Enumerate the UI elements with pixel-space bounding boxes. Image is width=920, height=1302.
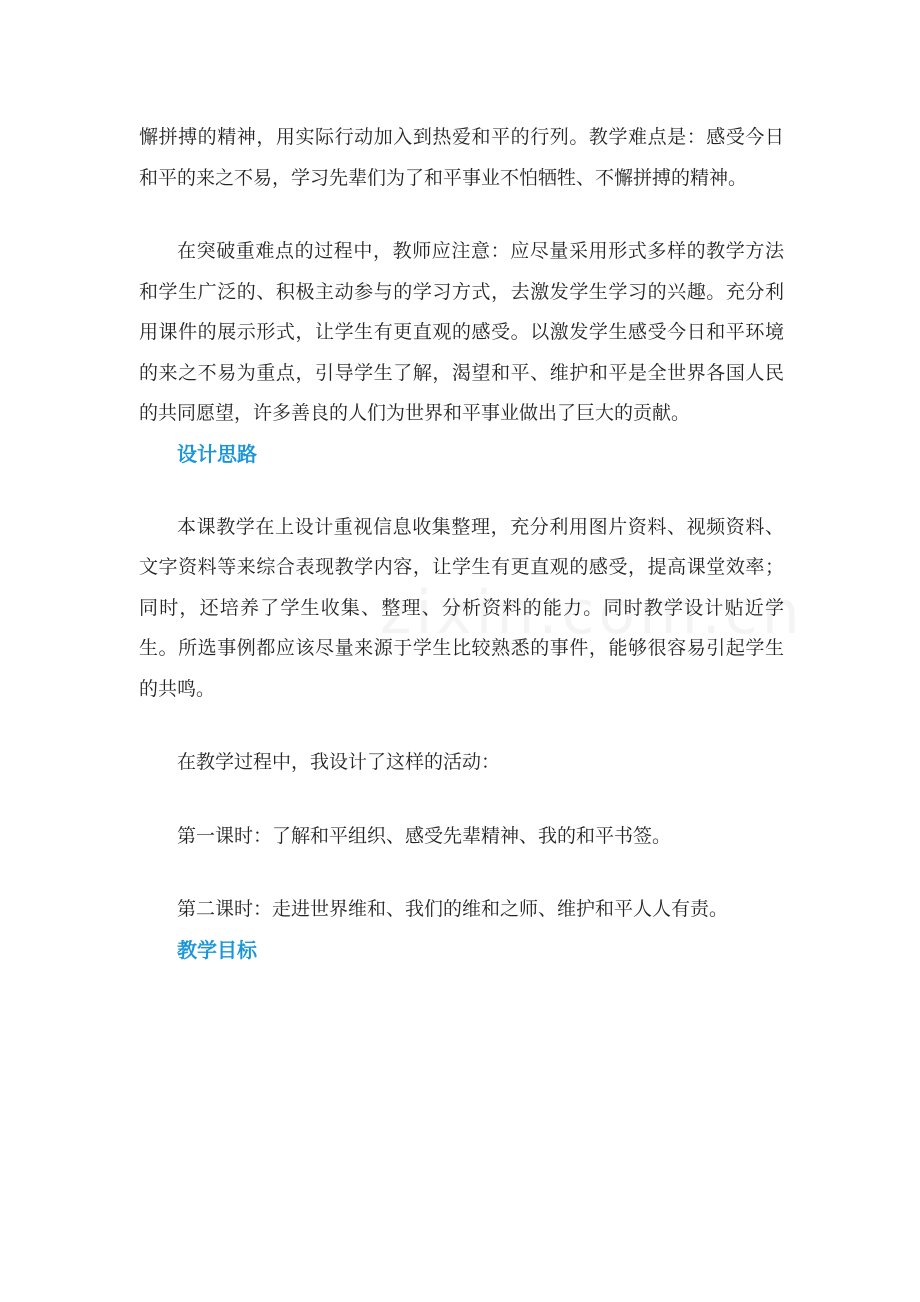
heading-design-ideas: 设计思路 [177,441,257,466]
paragraph-activities-intro: 在教学过程中，我设计了这样的活动： [177,751,501,773]
paragraph-breakthrough: 在突破重难点的过程中，教师应注意：应尽量采用形式多样的教学方法和学生广泛的、积极主动参与的学习方式，去激发学生学习的兴趣。充分利用课件的展示形式，让学生有更直观的感受。以激发学生感受今日和平环境的来之不易为重点，引导学生了解，渴望和平、维护和平是全世界各国人民的共同愿望，许多善良的人们为世界和平事业做出了巨大的贡献。 [139,240,784,424]
paragraph-teaching-difficulty: 懈拼搏的精神，用实际行动加入到热爱和平的行列。教学难点是：感受今日和平的来之不易，学习先辈们为了和平事业不怕牺牲、不懈拼搏的精神。 [139,126,784,189]
paragraph-design-description: 本课教学在上设计重视信息收集整理，充分利用图片资料、视频资料、文字资料等来综合表现教学内容，让学生有更直观的感受，提高课堂效率；同时，还培养了学生收集、整理、分析资料的能力。同时教学设计贴近学生。所选事例都应该尽量来源于学生比较熟悉的事件，能够很容易引起学生的共鸣。 [139,515,784,700]
heading-teaching-goals: 教学目标 [177,937,257,962]
document-body [139,117,784,970]
paragraph-first-lesson: 第一课时：了解和平组织、感受先辈精神、我的和平书签。 [177,824,672,847]
paragraph-second-lesson: 第二课时：走进世界维和、我们的维和之师、维护和平人人有责。 [177,898,729,920]
